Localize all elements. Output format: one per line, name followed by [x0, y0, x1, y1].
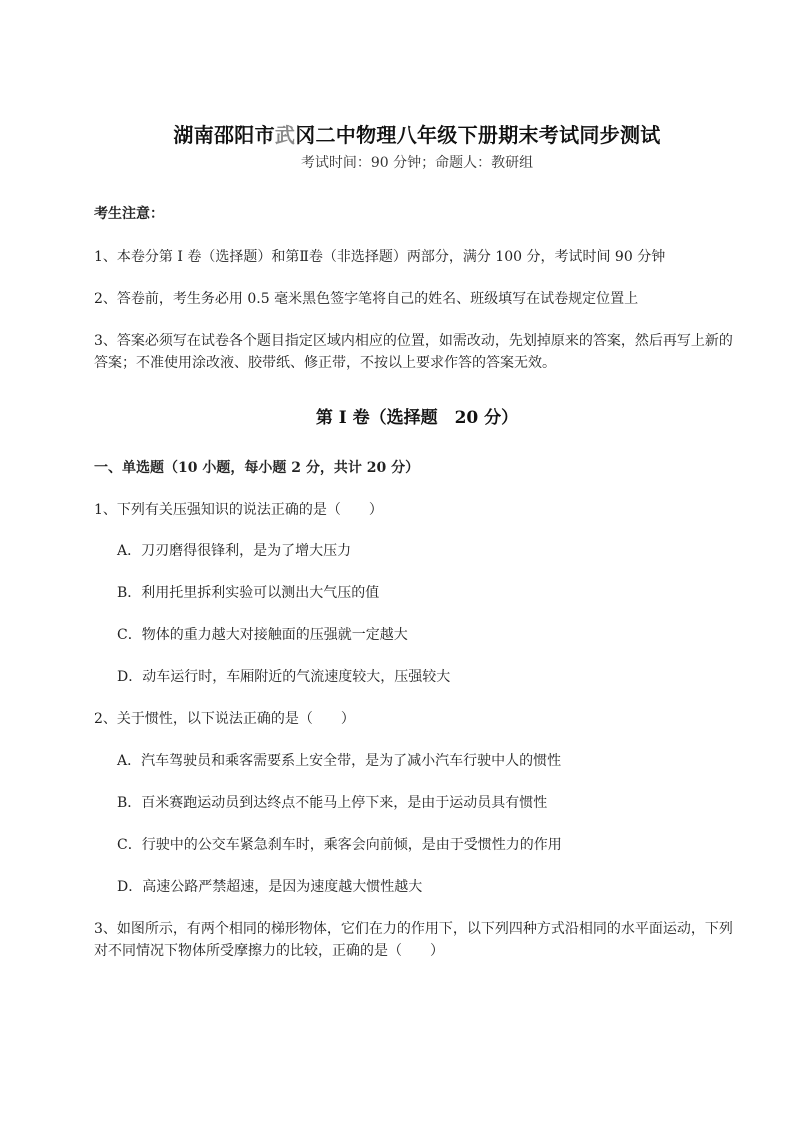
question-stem: 3、如图所示，有两个相同的梯形物体，它们在力的作用下，以下列四种方式沿相同的水平面运动，下列对不同情况下物体所受摩擦力的比较，正确的是（ ）	[94, 921, 733, 959]
option-a: A．刀刃磨得很锋利，是为了增大压力	[117, 543, 352, 559]
question-stem: 2、关于惯性，以下说法正确的是（ ）	[94, 711, 355, 727]
title-suffix: 冈二中物理八年级下册期末考试同步测试	[295, 123, 661, 147]
notice-heading: 考生注意：	[94, 206, 164, 222]
option-b: B．百米赛跑运动员到达终点不能马上停下来，是由于运动员具有惯性	[117, 795, 548, 811]
question-stem: 1、下列有关压强知识的说法正确的是（ ）	[94, 502, 383, 518]
part-heading: 一、单选题（10 小题，每小题 2 分，共计 20 分）	[94, 460, 420, 476]
option-d: D．动车运行时，车厢附近的气流速度较大，压强较大	[117, 669, 451, 685]
exam-title	[94, 0, 740, 149]
option-c: C．行驶中的公交车紧急刹车时，乘客会向前倾，是由于受惯性力的作用	[117, 837, 562, 853]
title-highlight: 武	[274, 123, 296, 147]
notice-item: 2、答卷前，考生务必用 0.5 毫米黑色签字笔将自己的姓名、班级填写在试卷规定位置上	[94, 291, 639, 307]
option-list	[94, 750, 740, 898]
option-b: B．利用托里拆利实验可以测出大气压的值	[117, 585, 380, 601]
option-a: A．汽车驾驶员和乘客需要系上安全带，是为了减小汽车行驶中人的惯性	[117, 753, 562, 769]
exam-subtitle: 考试时间：90 分钟；命题人：教研组	[300, 155, 534, 171]
notice-item: 1、本卷分第 I 卷（选择题）和第Ⅱ卷（非选择题）两部分，满分 100 分，考试时间 90 分钟	[94, 249, 666, 265]
option-d: D．高速公路严禁超速，是因为速度越大惯性越大	[117, 879, 423, 895]
title-prefix: 湖南邵阳市	[173, 123, 275, 147]
option-c: C．物体的重力越大对接触面的压强就一定越大	[117, 627, 408, 643]
notice-item: 3、答案必须写在试卷各个题目指定区域内相应的位置，如需改动，先划掉原来的答案，然后再写上新的答案；不准使用涂改液、胶带纸、修正带，不按以上要求作答的答案无效。	[94, 333, 733, 371]
option-list	[94, 540, 740, 688]
section-title: 第 I 卷（选择题 20 分）	[315, 408, 519, 428]
